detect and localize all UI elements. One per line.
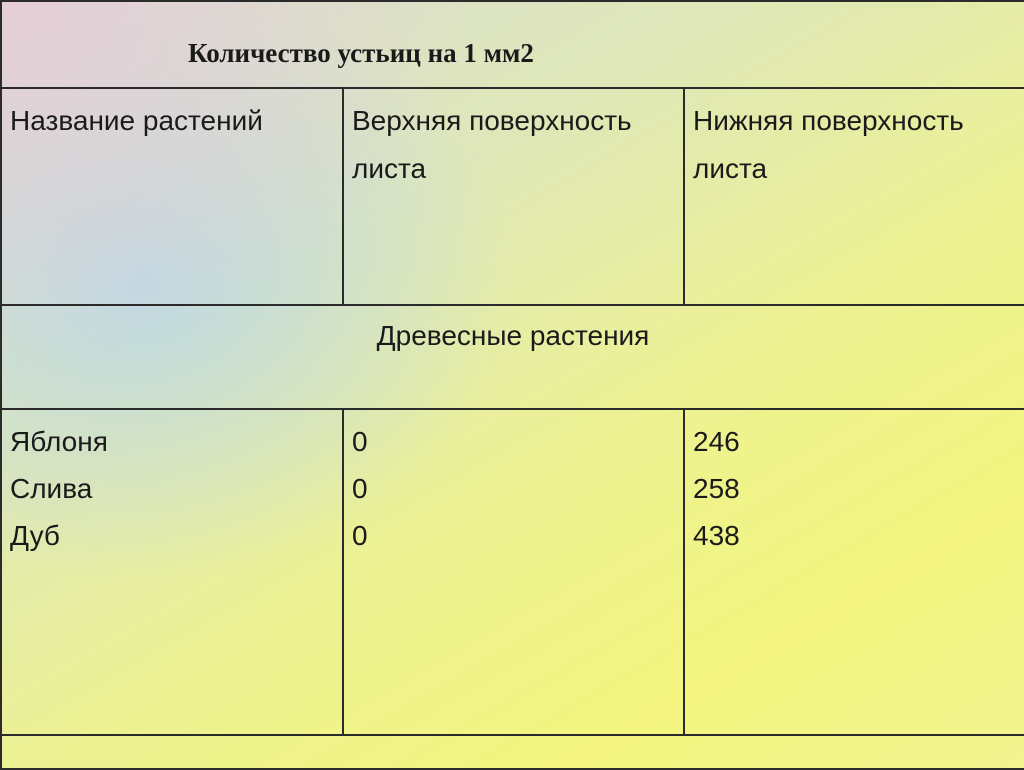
header-row — [1, 88, 1024, 305]
group-row — [1, 305, 1024, 409]
header-upper-surface: Верхняя поверхность листа — [343, 88, 684, 305]
lower-value: 246 — [693, 426, 740, 457]
plant-column — [1, 409, 343, 735]
lower-value: 258 — [693, 473, 740, 504]
title-row — [1, 1, 1024, 88]
header-plant-name: Название растений — [1, 88, 343, 305]
table-title: Количество устьиц на 1 мм2 — [188, 38, 534, 68]
title-cell — [1, 1, 1024, 88]
upper-value: 0 — [352, 473, 368, 504]
empty-bottom-row — [1, 735, 1024, 769]
empty-bottom-cell — [1, 735, 1024, 769]
lower-value: 438 — [693, 520, 740, 551]
upper-surface-column — [343, 409, 684, 735]
upper-value: 0 — [352, 426, 368, 457]
plant-name: Дуб — [10, 520, 60, 551]
group-label: Древесные растения — [1, 305, 1024, 409]
header-lower-surface: Нижняя поверхность листа — [684, 88, 1024, 305]
plant-name: Яблоня — [10, 426, 108, 457]
upper-value: 0 — [352, 520, 368, 551]
lower-surface-column — [684, 409, 1024, 735]
data-row — [1, 409, 1024, 735]
plant-name: Слива — [10, 473, 93, 504]
